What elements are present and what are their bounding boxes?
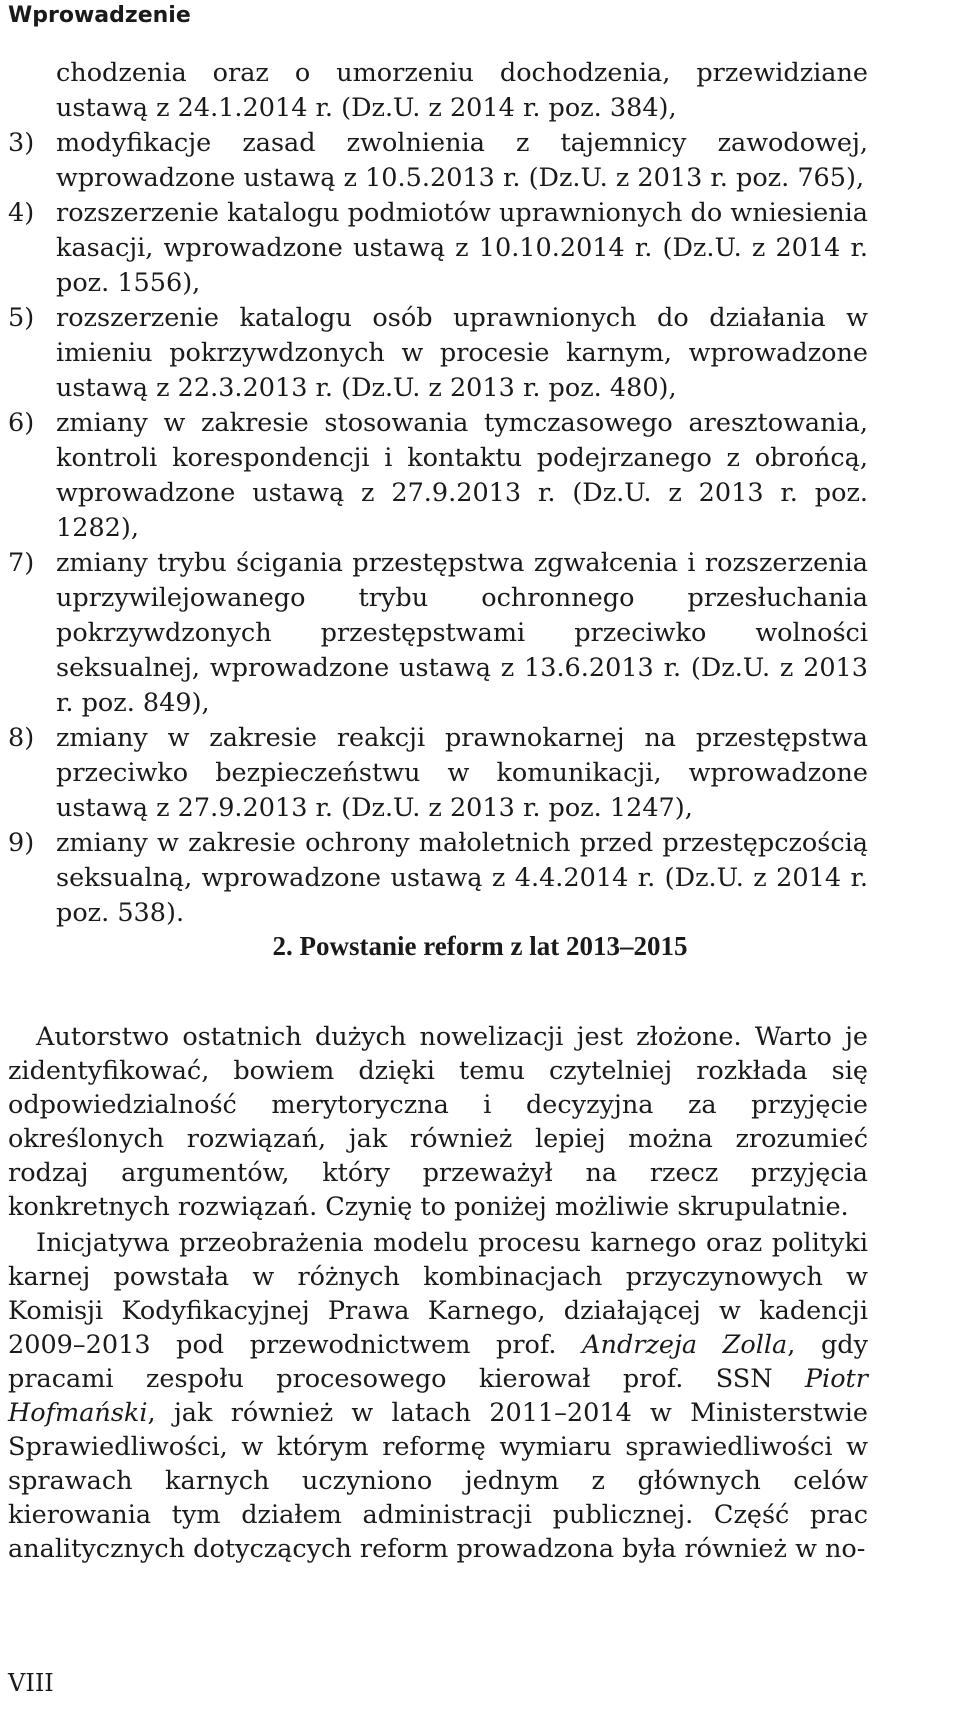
list-item bbox=[8, 546, 868, 721]
list-item bbox=[8, 406, 868, 546]
list-item-continuation: chodzenia oraz o umorzeniu dochodzenia, przewidziane ustawą z 24.1.2014 r. (Dz.U. z 2014 r. poz. 384), bbox=[56, 58, 868, 123]
paragraph: Autorstwo ostatnich dużych nowelizacji jest złożone. Warto je zidentyfikować, bowiem dzięki temu czytelniej rozkłada się odpowiedzialność merytoryczna i decyzyjna za przyjęcie określonych rozwiązań, jak również lepiej można zrozumieć rodzaj argumentów, który przeważył na rzecz przyjęcia konkretnych rozwiązań. Czynię to poniżej możliwie skrupulatnie. bbox=[8, 1022, 868, 1222]
paragraph-text: , jak również w latach 2011–2014 w Ministerstwie Sprawiedliwości, w którym reformę wymiaru sprawiedliwości w sprawach karnych uczyniono jednym z głównych celów kierowania tym działem administracji publicznej. Część prac analitycznych dotyczących reform prowadzona była również w no- bbox=[8, 1398, 868, 1564]
list-item-number: 5) bbox=[8, 303, 35, 333]
list-item-text: zmiany trybu ścigania przestępstwa zgwałcenia i rozszerzenia uprzywilejowanego trybu ochronnego przesłuchania pokrzywdzonych przestępstwami przeciwko wolności seksualnej, wprowadzone ustawą z 13.6.2013 r. (Dz.U. z 2013 r. poz. 849), bbox=[56, 548, 868, 718]
list-item-text: zmiany w zakresie stosowania tymczasowego aresztowania, kontroli korespondencji i kontaktu podejrzanego z obrońcą, wprowadzone ustawą z 27.9.2013 r. (Dz.U. z 2013 r. poz. 1282), bbox=[56, 408, 868, 543]
list-item-number: 9) bbox=[8, 828, 35, 858]
paragraph bbox=[8, 1226, 868, 1566]
list-item-text: modyfikacje zasad zwolnienia z tajemnicy zawodowej, wprowadzone ustawą z 10.5.2013 r. (Dz.U. z 2013 r. poz. 765), bbox=[56, 128, 868, 193]
list-item-text: zmiany w zakresie reakcji prawnokarnej na przestępstwa przeciwko bezpieczeństwu w komunikacji, wprowadzone ustawą z 27.9.2013 r. (Dz.U. z 2013 r. poz. 1247), bbox=[56, 723, 868, 823]
paragraph-text: Inicjatywa przeobrażenia modelu procesu karnego oraz polityki karnej powstała w różnych kombinacjach przyczynowych w Komisji Kodyfikacyjnej Prawa Karnego, działającej w kadencji 2009–2013 pod przewodnictwem prof. bbox=[8, 1228, 868, 1360]
list-item-number: 8) bbox=[8, 723, 35, 753]
person-name: Andrzeja Zolla bbox=[582, 1330, 788, 1360]
person-name: Piotr Hofmański bbox=[8, 1364, 868, 1428]
amendments-list bbox=[8, 56, 868, 931]
list-item-number: 4) bbox=[8, 198, 35, 228]
list-item bbox=[8, 721, 868, 826]
list-item-number: 3) bbox=[8, 128, 35, 158]
section-heading: 2. Powstanie reform z lat 2013–2015 bbox=[272, 931, 688, 961]
running-head: Wprowadzenie bbox=[8, 3, 191, 28]
list-item bbox=[8, 301, 868, 406]
body-text bbox=[8, 1020, 868, 1568]
list-item-number: 6) bbox=[8, 408, 35, 438]
list-item-number: 7) bbox=[8, 548, 35, 578]
list-item-text: rozszerzenie katalogu podmiotów uprawnionych do wniesienia kasacji, wprowadzone ustawą z 10.10.2014 r. (Dz.U. z 2014 r. poz. 1556), bbox=[56, 198, 868, 298]
list-item bbox=[8, 826, 868, 931]
list-item-text: zmiany w zakresie ochrony małoletnich przed przestępczością seksualną, wprowadzone ustawą z 4.4.2014 r. (Dz.U. z 2014 r. poz. 538). bbox=[56, 828, 868, 928]
list-item-text: rozszerzenie katalogu osób uprawnionych do działania w imieniu pokrzywdzonych w procesie karnym, wprowadzone ustawą z 22.3.2013 r. (Dz.U. z 2013 r. poz. 480), bbox=[56, 303, 868, 403]
list-item bbox=[8, 126, 868, 196]
page-number: VIII bbox=[8, 1669, 54, 1697]
paragraph-text: , gdy pracami zespołu procesowego kierował prof. SSN bbox=[8, 1330, 869, 1394]
list-item bbox=[8, 196, 868, 301]
